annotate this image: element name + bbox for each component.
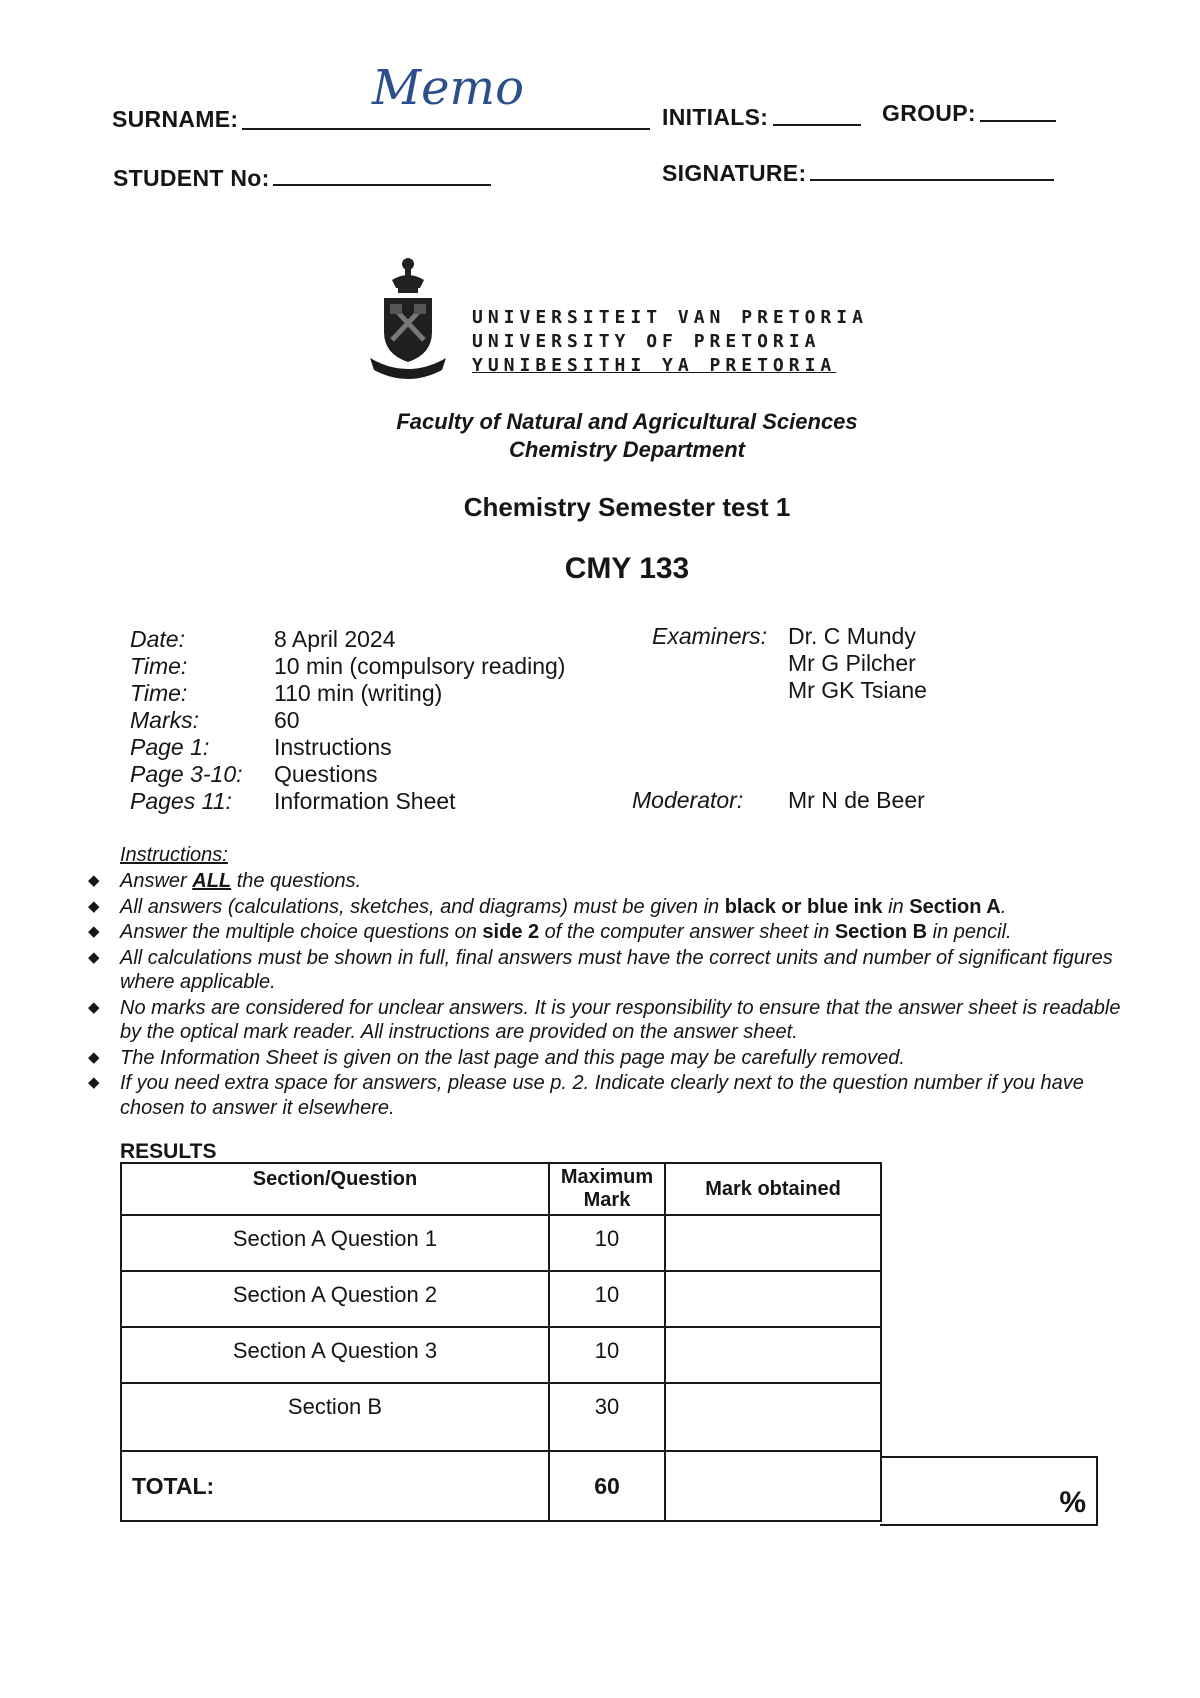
total-max: 60 xyxy=(549,1451,665,1521)
table-row xyxy=(121,1383,881,1451)
col-section-header: Section/Question xyxy=(121,1163,549,1215)
detail-value: 8 April 2024 xyxy=(274,626,396,652)
detail-key: Page 1: xyxy=(130,734,210,760)
examiner-3: Mr GK Tsiane xyxy=(788,677,927,703)
examiner-1: Dr. C Mundy xyxy=(788,623,916,649)
instruction-item: ◆ The Information Sheet is given on the last page and this page may be carefully removed. xyxy=(88,1046,905,1069)
university-name-afrikaans: UNIVERSITEIT VAN PRETORIA xyxy=(472,307,868,328)
row-section: Section B xyxy=(121,1383,549,1451)
detail-row xyxy=(130,788,650,815)
detail-key: Page 3-10: xyxy=(130,761,243,787)
col-max-header: Maximum Mark xyxy=(549,1163,665,1215)
detail-row xyxy=(130,680,650,707)
row-obtained-cell[interactable] xyxy=(665,1327,881,1383)
instruction-item: ◆ If you need extra space for answers, please use p. 2. Indicate clearly next to the question number if you have chosen to answer it elsewhere. xyxy=(88,1072,1084,1119)
row-section: Section A Question 3 xyxy=(121,1327,549,1383)
detail-key: Date: xyxy=(130,626,185,652)
student-no-label: STUDENT No: xyxy=(113,165,270,191)
detail-key: Time: xyxy=(130,653,188,679)
percent-sign: % xyxy=(1059,1486,1086,1519)
row-obtained-cell[interactable] xyxy=(665,1215,881,1271)
signature-label: SIGNATURE: xyxy=(662,160,807,186)
instructions-list xyxy=(88,869,1130,1121)
surname-label: SURNAME: xyxy=(112,106,239,132)
total-label: TOTAL: xyxy=(121,1451,549,1521)
surname-field[interactable] xyxy=(242,128,650,130)
detail-value: Questions xyxy=(274,761,378,787)
row-obtained-cell[interactable] xyxy=(665,1271,881,1327)
instruction-item: ◆ All calculations must be shown in full, final answers must have the correct units and number of significant figures where applicable. xyxy=(88,946,1113,993)
percentage-box[interactable] xyxy=(880,1456,1098,1526)
initials-label: INITIALS: xyxy=(662,104,769,130)
initials-field[interactable] xyxy=(773,124,861,126)
examiner-2: Mr G Pilcher xyxy=(788,650,916,676)
detail-value: 10 min (compulsory reading) xyxy=(274,653,566,679)
exam-details xyxy=(130,626,650,815)
row-max: 10 xyxy=(549,1327,665,1383)
detail-row xyxy=(130,761,650,788)
test-title: Chemistry Semester test 1 xyxy=(463,492,791,522)
row-obtained-cell[interactable] xyxy=(665,1383,881,1451)
total-obtained-cell[interactable] xyxy=(665,1451,881,1521)
row-section: Section A Question 1 xyxy=(121,1215,549,1271)
instructions-heading: Instructions: xyxy=(120,844,228,866)
detail-value: Information Sheet xyxy=(274,788,456,814)
row-section: Section A Question 2 xyxy=(121,1271,549,1327)
detail-row xyxy=(130,734,650,761)
table-row xyxy=(121,1215,881,1271)
row-max: 10 xyxy=(549,1215,665,1271)
department-name: Chemistry Department xyxy=(509,437,745,462)
detail-key: Pages 11: xyxy=(130,788,232,814)
group-label: GROUP: xyxy=(882,100,976,126)
col-obtained-header: Mark obtained xyxy=(665,1163,881,1215)
table-row xyxy=(121,1271,881,1327)
signature-field[interactable] xyxy=(810,179,1054,181)
surname-handwritten-value: Memo xyxy=(372,60,524,116)
table-row xyxy=(121,1327,881,1383)
moderator-label: Moderator: xyxy=(632,787,744,813)
row-max: 10 xyxy=(549,1271,665,1327)
instruction-item: ◆ Answer ALL the questions. xyxy=(88,870,362,892)
moderator-name: Mr N de Beer xyxy=(788,787,925,813)
detail-key: Time: xyxy=(130,680,188,706)
university-name-sepedi: YUNIBESITHI YA PRETORIA xyxy=(472,355,837,376)
detail-row xyxy=(130,626,650,653)
detail-value: 110 min (writing) xyxy=(274,680,443,706)
detail-row xyxy=(130,653,650,680)
course-code: CMY 133 xyxy=(564,552,690,585)
total-row xyxy=(121,1451,881,1521)
group-field[interactable] xyxy=(980,120,1056,122)
faculty-name: Faculty of Natural and Agricultural Sciences xyxy=(396,409,858,434)
detail-row xyxy=(130,707,650,734)
instruction-item: ◆ Answer the multiple choice questions on side 2 of the computer answer sheet in Section B in pencil. xyxy=(88,921,1012,943)
instruction-item: ◆ No marks are considered for unclear answers. It is your responsibility to ensure that the answer sheet is readable by the optical mark reader. All instructions are provided on the answer sheet. xyxy=(88,996,1121,1043)
detail-value: 60 xyxy=(274,707,300,733)
detail-key: Marks: xyxy=(130,707,199,733)
instruction-item: ◆ All answers (calculations, sketches, and diagrams) must be given in black or blue ink in Section A. xyxy=(88,895,1007,918)
university-crest-logo xyxy=(368,254,450,382)
results-heading: RESULTS xyxy=(120,1140,217,1163)
examiners-label: Examiners: xyxy=(652,623,768,649)
results-table xyxy=(120,1162,882,1522)
detail-value: Instructions xyxy=(274,734,392,760)
university-name-english: UNIVERSITY OF PRETORIA xyxy=(472,331,821,352)
student-no-field[interactable] xyxy=(273,184,491,186)
row-max: 30 xyxy=(549,1383,665,1451)
